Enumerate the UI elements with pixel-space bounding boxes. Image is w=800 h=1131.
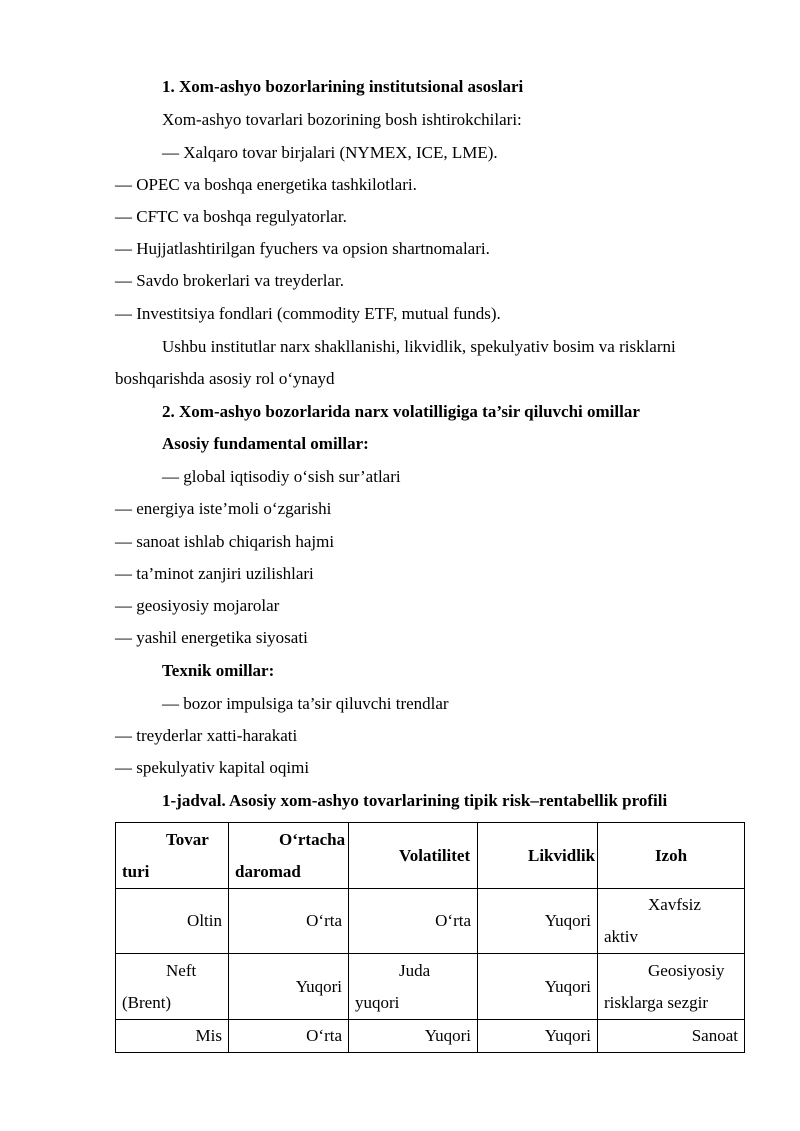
list-item: — geosiyosiy mojarolar — [115, 596, 280, 615]
list-item: — CFTC va boshqa regulyatorlar. — [115, 207, 347, 226]
table-cell: Yuqori — [478, 954, 598, 1020]
section2-heading: 2. Xom-ashyo bozorlarida narx volatilligiga ta’sir qiluvchi omillar — [162, 402, 640, 421]
table-cell: Yuqori — [478, 1020, 598, 1053]
table-cell: Geosiyosiy risklarga sezgir — [598, 954, 745, 1020]
table-caption: 1-jadval. Asosiy xom-ashyo tovarlarining tipik risk–rentabellik profili — [162, 791, 668, 810]
header-cell: Izoh — [598, 823, 745, 889]
table-row — [116, 1020, 745, 1053]
list-item: — energiya iste’moli o‘zgarishi — [115, 499, 332, 518]
list-item: — spekulyativ kapital oqimi — [115, 758, 310, 777]
list-item: — yashil energetika siyosati — [115, 628, 308, 647]
fundamental-title: Asosiy fundamental omillar: — [162, 434, 369, 453]
table-cell: Yuqori — [478, 889, 598, 954]
header-cell: Likvidlik — [478, 823, 598, 889]
section1-heading: 1. Xom-ashyo bozorlarining institutsional asoslari — [162, 77, 524, 96]
table-row — [116, 954, 745, 1020]
list-item: — sanoat ishlab chiqarish hajmi — [115, 532, 335, 551]
list-item: — Savdo brokerlari va treyderlar. — [115, 271, 344, 290]
list-item: — Xalqaro tovar birjalari (NYMEX, ICE, LME). — [162, 143, 498, 162]
header-cell: Tovar turi — [116, 823, 229, 889]
header-cell: Volatilitet — [349, 823, 478, 889]
header-cell: O‘rtacha daromad — [229, 823, 349, 889]
technical-title: Texnik omillar: — [162, 661, 275, 680]
table-cell: O‘rta — [229, 889, 349, 954]
table-cell: O‘rta — [229, 1020, 349, 1053]
table-row — [116, 889, 745, 954]
list-item: — global iqtisodiy o‘sish sur’atlari — [162, 467, 401, 486]
list-item: — ta’minot zanjiri uzilishlari — [115, 564, 314, 583]
list-item: — bozor impulsiga ta’sir qiluvchi trendlar — [162, 694, 449, 713]
list-item: — Hujjatlashtirilgan fyuchers va opsion shartnomalari. — [115, 239, 490, 258]
risk-profile-table — [115, 822, 745, 1053]
table-cell: Oltin — [116, 889, 229, 954]
list-item: — Investitsiya fondlari (commodity ETF, mutual funds). — [115, 304, 501, 323]
table-cell: Neft (Brent) — [116, 954, 229, 1020]
paragraph-line: boshqarishda asosiy rol o‘ynayd — [115, 369, 335, 388]
section1-intro: Xom-ashyo tovarlari bozorining bosh ishtirokchilari: — [162, 110, 522, 129]
paragraph-line: Ushbu institutlar narx shakllanishi, likvidlik, spekulyativ bosim va risklarni — [162, 337, 676, 356]
table-cell: Yuqori — [349, 1020, 478, 1053]
table-cell: Yuqori — [229, 954, 349, 1020]
table-cell: Mis — [116, 1020, 229, 1053]
table-cell: O‘rta — [349, 889, 478, 954]
table-cell: Juda yuqori — [349, 954, 478, 1020]
table-cell: Sanoat — [598, 1020, 745, 1053]
table-header-row — [116, 823, 745, 889]
table-cell: Xavfsiz aktiv — [598, 889, 745, 954]
list-item: — OPEC va boshqa energetika tashkilotlari. — [115, 175, 417, 194]
list-item: — treyderlar xatti-harakati — [115, 726, 298, 745]
